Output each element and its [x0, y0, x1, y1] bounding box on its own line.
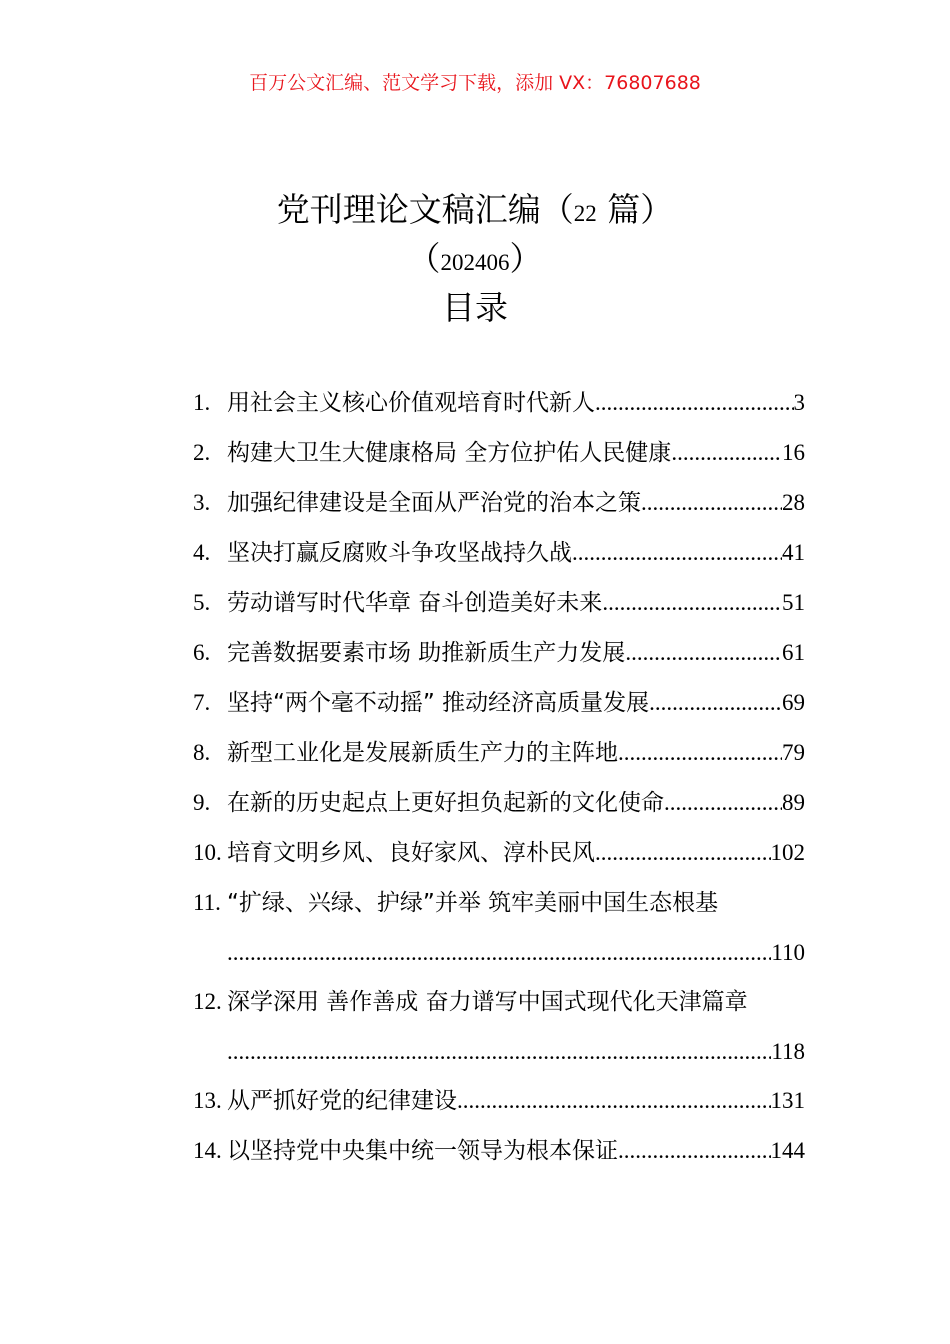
toc-entry[interactable] — [193, 1081, 805, 1131]
toc-entry-number: 4. — [193, 540, 211, 565]
toc-entry[interactable] — [193, 733, 805, 783]
toc-entry-number: 1. — [193, 390, 211, 415]
toc-entry-number: 3. — [193, 490, 211, 515]
toc-entry[interactable] — [193, 783, 805, 833]
toc-entry-title: 新型工业化是发展新质生产力的主阵地 — [227, 740, 618, 766]
toc-entry-title: 以坚持党中央集中统一领导为根本保证 — [227, 1138, 618, 1164]
title-count: 22 — [573, 201, 597, 226]
toc-entry-page: 51 — [782, 590, 805, 615]
toc-entry-number: 14. — [193, 1138, 222, 1163]
toc-entry-title: “扩绿、兴绿、护绿”并举 筑牢美丽中国生态根基 — [227, 890, 719, 916]
dot-leader — [649, 683, 782, 723]
date-close-paren: ） — [509, 239, 543, 278]
toc-entry[interactable] — [193, 683, 805, 733]
toc-entry-number: 13. — [193, 1088, 222, 1113]
toc-entry-page: 102 — [770, 840, 805, 865]
title-text: 党刊理论文稿汇编（ — [276, 190, 574, 229]
toc-entry[interactable] — [193, 982, 805, 1081]
toc-heading: 目录 — [442, 288, 508, 327]
toc-entry-page: 41 — [782, 540, 805, 565]
toc-entry[interactable] — [193, 1131, 805, 1181]
toc-entry[interactable] — [193, 383, 805, 433]
toc-entry-title: 培育文明乡风、良好家风、淳朴民风 — [227, 840, 595, 866]
toc-entry-page: 69 — [782, 690, 805, 715]
dot-leader — [572, 533, 782, 573]
toc-entry-number: 7. — [193, 690, 211, 715]
toc-entry[interactable] — [193, 833, 805, 883]
dot-leader — [641, 483, 782, 523]
toc-entry[interactable] — [193, 883, 805, 982]
toc-entry-page: 79 — [782, 740, 805, 765]
toc-entry-number: 11. — [193, 890, 221, 915]
date-open-paren: （ — [407, 239, 441, 278]
dot-leader — [457, 1081, 771, 1121]
toc-entry-title: 深学深用 善作善成 奋力谱写中国式现代化天津篇章 — [227, 989, 748, 1015]
dot-leader — [595, 383, 794, 423]
dot-leader — [602, 583, 782, 623]
toc-entry-title: 用社会主义核心价值观培育时代新人 — [227, 390, 595, 416]
dot-leader — [618, 1131, 771, 1171]
toc-entry[interactable] — [193, 533, 805, 583]
toc-entry-title: 坚决打赢反腐败斗争攻坚战持久战 — [227, 540, 572, 566]
dot-leader — [227, 1032, 771, 1072]
toc-entry[interactable] — [193, 633, 805, 683]
toc-entry-number: 2. — [193, 440, 211, 465]
dot-leader — [618, 733, 782, 773]
toc-entry-title: 构建大卫生大健康格局 全方位护佑人民健康 — [227, 440, 672, 466]
toc-entry-page: 144 — [770, 1138, 805, 1163]
title-suffix: 篇） — [596, 190, 674, 229]
header-note: 百万公文汇编、范文学习下载，添加 VX：76807688 — [249, 72, 701, 94]
toc-entry[interactable] — [193, 483, 805, 533]
document-title — [0, 184, 950, 231]
toc-entry-title: 在新的历史起点上更好担负起新的文化使命 — [227, 790, 664, 816]
toc-entry-page: 118 — [771, 1038, 805, 1064]
toc-entry[interactable] — [193, 583, 805, 633]
table-of-contents — [193, 383, 805, 1181]
toc-entry-number: 6. — [193, 640, 211, 665]
toc-entry-title: 加强纪律建设是全面从严治党的治本之策 — [227, 490, 641, 516]
toc-entry[interactable] — [193, 433, 805, 483]
toc-entry-number: 10. — [193, 840, 222, 865]
toc-entry-page: 3 — [793, 390, 805, 415]
toc-entry-title: 劳动谱写时代华章 奋斗创造美好未来 — [227, 590, 603, 616]
toc-entry-number: 12. — [193, 989, 222, 1014]
toc-entry-title: 完善数据要素市场 助推新质生产力发展 — [227, 640, 626, 666]
toc-entry-number: 9. — [193, 790, 211, 815]
toc-entry-page: 89 — [782, 790, 805, 815]
dot-leader — [227, 933, 771, 973]
toc-entry-page: 61 — [782, 640, 805, 665]
toc-entry-number: 8. — [193, 740, 211, 765]
toc-entry-title: 坚持“两个毫不动摇” 推动经济高质量发展 — [227, 690, 650, 716]
toc-entry-number: 5. — [193, 590, 211, 615]
dot-leader — [664, 783, 782, 823]
toc-entry-title: 从严抓好党的纪律建设 — [227, 1088, 457, 1114]
toc-entry-page: 131 — [770, 1088, 805, 1113]
toc-entry-page: 28 — [782, 490, 805, 515]
toc-entry-page: 110 — [771, 939, 805, 965]
toc-entry-page: 16 — [782, 440, 805, 465]
dot-leader — [625, 633, 782, 673]
dot-leader — [671, 433, 782, 473]
date-value: 202406 — [440, 250, 510, 275]
document-date — [0, 233, 950, 280]
dot-leader — [595, 833, 771, 873]
